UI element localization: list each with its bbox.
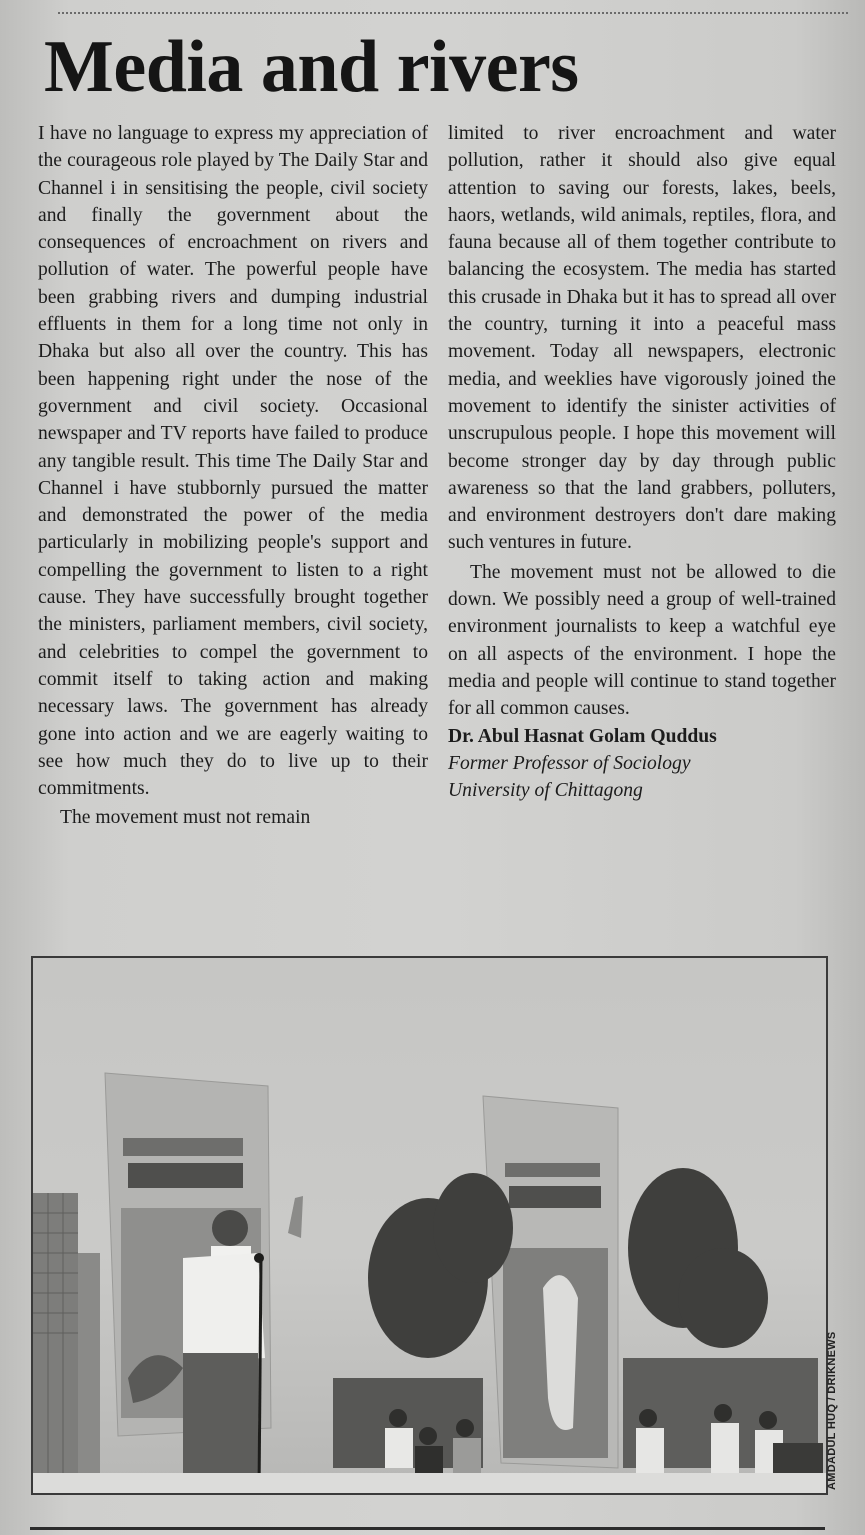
stage-floor [33,1473,826,1493]
author-organization: University of Chittagong [448,780,643,802]
right-banner-boat [505,1163,600,1177]
author-name: Dr. Abul Hasnat Golam Quddus [448,725,717,747]
paragraph-1: I have no language to express my appreciation of the courageous role played by The Daily Star and Channel i in sensitising the people, civil society and finally the government about the consequences of encroachment on rivers and pollution of water. The powerful people have been grabbing rivers and dumping industrial effluents in them for a long time not only in Dhaka but also all over the country. This has been happening right under the nose of the government and civil society. Occasional newspaper and TV reports have failed to produce any tangible result. This time The Daily Star and Channel i have stubbornly pursued the matter and demonstrated the power of the media particularly in mobilizing people's support and compelling the government to listen to a right cause. They have successfully brought together the ministers, parliament members, civil society, and celebrities to compel the government to commit itself to taking action and making necessary laws. The government has already gone into action and we are eagerly waiting to see how much they do to live up to their commitments. [38,123,428,800]
paragraph-3: The movement must not be allowed to die down. We possibly need a group of well-trained environment journalists to keep a watchful eye on all aspects of the environment. I hope the media and people will continue to stand together for all common causes. [448,561,836,720]
author-title: Former Professor of Sociology [448,752,691,774]
left-banner-logo [128,1163,243,1188]
building-left-annex [78,1253,100,1493]
building-left [33,1193,78,1493]
article-right-column [448,120,836,804]
headline: Media and rivers [44,26,579,108]
top-dotted-rule [58,12,848,14]
paragraph-2-continued: limited to river encroachment and water pollution, rather it should also give equal attention to saving our forests, lakes, beels, haors, wetlands, wild animals, reptiles, flora, and fauna because all of them together contribute to balancing the ecosystem. The media has started this crusade in Dhaka but it has to spread all over the country, turning it into a peaceful mass movement. Today all newspapers, electronic media, and weeklies have vigorously joined the movement to identify the sinister activities of unscrupulous people. I hope this movement will become stronger day by day through public awareness so that the land grabbers, polluters, and environment destroyers don't dare making such ventures in future. [448,123,836,554]
right-banner-logo [509,1186,601,1208]
photo-credit: AMDADUL HUQ / DRIKNEWS [826,1331,838,1490]
photo-illustration [33,958,826,1493]
paragraph-2-start: The movement must not remain [60,807,311,829]
bottom-rule [30,1527,825,1530]
article-left-column [38,120,428,832]
left-banner-boat [123,1138,243,1156]
news-photo [31,956,828,1495]
